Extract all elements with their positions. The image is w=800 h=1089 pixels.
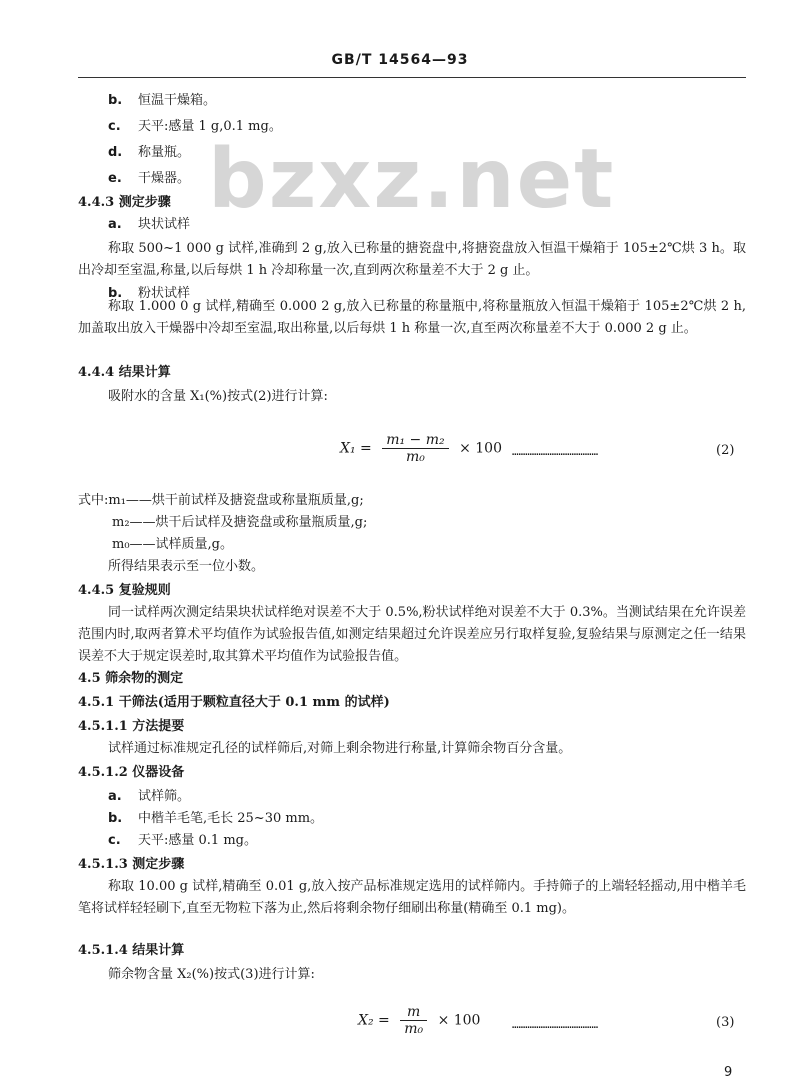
section-heading-4-5-1-2: 4.5.1.2 仪器设备 bbox=[78, 765, 185, 780]
header-rule bbox=[78, 77, 746, 78]
formula-fraction: $\frac{m}{\text{m₀}}$ bbox=[400, 1004, 427, 1037]
formula-2: X₁ = $\frac{\text{m₁ − m₂}}{\text{m₀}}$ × 100 bbox=[340, 432, 502, 465]
paragraph-recheck-rules: 同一试样两次测定结果块状试样绝对误差不大于 0.5%,粉状试样绝对误差不大于 0.3%。当测试结果在允许误差范围内时,取两者算术平均值作为试验报告值,如测定结果超过允许误差应另行取样复验,复验结果与原测定之任一结果误差不大于规定误差时,取其算术平均值作为试验报告值。 bbox=[78, 605, 746, 664]
watermark: bzxz.net bbox=[208, 132, 616, 227]
formula-intro: 吸附水的含量 X₁(%)按式(2)进行计算: bbox=[108, 389, 328, 404]
formula-fraction: $\frac{\text{m₁ − m₂}}{\text{m₀}}$ bbox=[382, 432, 448, 465]
list-item: d. 称量瓶。 bbox=[108, 145, 191, 160]
subitem-powder: b. 粉状试样 bbox=[108, 286, 191, 301]
result-note: 所得结果表示至一位小数。 bbox=[108, 559, 265, 574]
page-number: 9 bbox=[724, 1065, 733, 1080]
formula-leader: ………………………………… bbox=[512, 445, 599, 458]
section-heading-4-4-4: 4.4.4 结果计算 bbox=[78, 365, 171, 380]
paragraph-powder-sample: 称取 1.000 0 g 试样,精确至 0.000 2 g,放入已称量的称量瓶中,将称量瓶放入恒温干燥箱于 105±2℃烘 2 h,加盖取出放入干燥器中冷却至室温,取出称量,以后每烘 1 h 称量一次,直至两次称量差不大于 0.000 2 g 止。 bbox=[78, 299, 746, 336]
section-heading-4-5-1: 4.5.1 干筛法(适用于颗粒直径大于 0.1 mm 的试样) bbox=[78, 695, 390, 710]
list-item: b. 恒温干燥箱。 bbox=[108, 93, 217, 108]
section-heading-4-5: 4.5 筛余物的测定 bbox=[78, 671, 184, 686]
list-item: c. 天平:感量 1 g,0.1 mg。 bbox=[108, 119, 282, 134]
formula-3: X₂ = $\frac{m}{\text{m₀}}$ × 100 bbox=[358, 1004, 481, 1037]
paragraph-method-summary: 试样通过标准规定孔径的试样筛后,对筛上剩余物进行称量,计算筛余物百分含量。 bbox=[108, 741, 572, 756]
list-item: c. 天平:感量 0.1 mg。 bbox=[108, 833, 257, 848]
section-heading-4-4-3: 4.4.3 测定步骤 bbox=[78, 195, 171, 210]
formula-intro: 筛余物含量 X₂(%)按式(3)进行计算: bbox=[108, 967, 315, 982]
list-item: a. 试样筛。 bbox=[108, 789, 191, 804]
section-heading-4-5-1-4: 4.5.1.4 结果计算 bbox=[78, 943, 185, 958]
where-clause: 式中:m₁——烘干前试样及搪瓷盘或称量瓶质量,g; bbox=[78, 493, 364, 508]
subitem-block: a. 块状试样 bbox=[108, 217, 191, 232]
section-heading-4-5-1-1: 4.5.1.1 方法提要 bbox=[78, 719, 185, 734]
section-heading-4-5-1-3: 4.5.1.3 测定步骤 bbox=[78, 857, 185, 872]
standard-header: GB/T 14564—93 bbox=[331, 52, 469, 68]
list-item: b. 中楷羊毛笔,毛长 25~30 mm。 bbox=[108, 811, 324, 826]
where-clause: m₂——烘干后试样及搪瓷盘或称量瓶质量,g; bbox=[112, 515, 368, 530]
list-item: e. 干燥器。 bbox=[108, 171, 191, 186]
formula-leader: ………………………………… bbox=[512, 1018, 599, 1031]
where-clause: m₀——试样质量,g。 bbox=[112, 537, 234, 552]
formula-number: (2) bbox=[716, 443, 735, 458]
paragraph-block-sample: 称取 500~1 000 g 试样,准确到 2 g,放入已称量的搪瓷盘中,将搪瓷盘放入恒温干燥箱于 105±2℃烘 3 h。取出冷却至室温,称量,以后每烘 1 h 冷却称量一次,直到两次称量差不大于 2 g 止。 bbox=[78, 241, 746, 278]
section-heading-4-4-5: 4.4.5 复验规则 bbox=[78, 583, 171, 598]
paragraph-sieve-procedure: 称取 10.00 g 试样,精确至 0.01 g,放入按产品标准规定选用的试样筛内。手持筛子的上端轻轻摇动,用中楷羊毛笔将试样轻轻刷下,直至无物粒下落为止,然后将剩余物仔细刷出称量(精确至 0.1 mg)。 bbox=[78, 879, 746, 916]
formula-number: (3) bbox=[716, 1015, 735, 1030]
